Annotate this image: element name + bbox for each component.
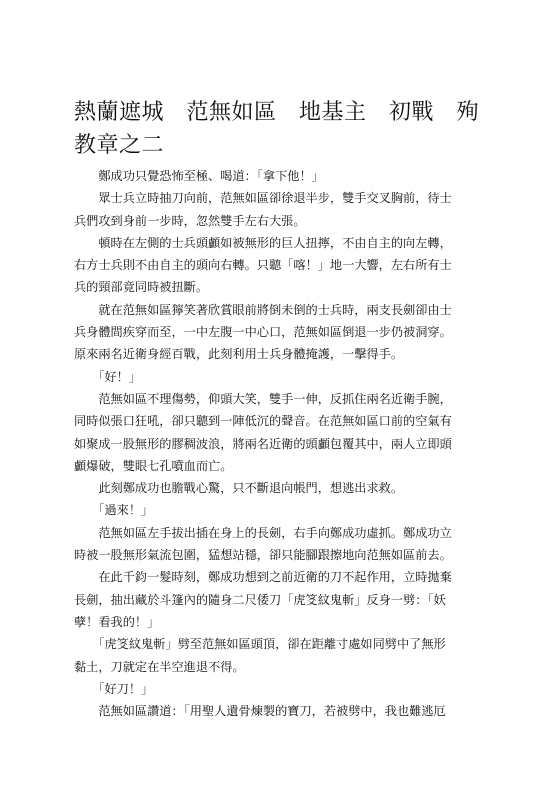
text-line: 「過來！」	[74, 503, 154, 518]
text-line: 頓時在左側的士兵頭顱如被無形的巨人扭擰，不由自主的向左轉，	[74, 235, 452, 250]
text-line: 黏土，刀就定在半空進退不得。	[74, 659, 245, 674]
text-line: 原來兩名近衛身經百戰，此刻利用士兵身體掩護，一擊得手。	[74, 347, 404, 362]
text-line: 右方士兵則不由自主的頭向右轉。只聽「喀！」地一大響，左右所有士	[74, 258, 452, 273]
text-line: 顱爆破，雙眼七孔噴血而亡。	[74, 458, 233, 473]
text-line: 孽！看我的！」	[74, 614, 160, 629]
text-line: 「好！」	[74, 369, 142, 384]
text-line: 范無如區左手拔出插在身上的長劍，右手向鄭成功虛抓。鄭成功立	[74, 525, 452, 540]
text-line: 范無如區不理傷勢，仰頭大笑，雙手一伸，反抓住兩名近衛手腕，	[74, 391, 452, 406]
text-line: 「好刀！」	[74, 681, 154, 696]
text-line: 兵身體間疾穿而至，一中左腹一中心口，范無如區倒退一步仍被洞穿。	[74, 325, 452, 340]
chapter-title: 熱蘭遮城 范無如區 地基主 初戰 殉教章之二	[74, 100, 480, 158]
text-line: 就在范無如區獰笑著欣賞眼前將倒未倒的士兵時，兩支長劍卻由士	[74, 302, 452, 317]
text-line: 「虎笅紋鬼斬」劈至范無如區頭頂，卻在距離寸處如同劈中了無形	[74, 637, 446, 652]
body-text	[74, 165, 490, 722]
text-line: 在此千鈞一髮時刻，鄭成功想到之前近衛的刀不起作用，立時拋棄	[74, 570, 452, 585]
text-line: 此刻鄭成功也膽戰心驚，只不斷退向帳門，想逃出求救。	[74, 481, 404, 496]
text-line: 長劍，抽出藏於斗篷內的隨身二尺倭刀「虎笅紋鬼斬」反身一劈：「妖	[74, 592, 446, 607]
text-line: 眾士兵立時抽刀向前，范無如區卻徐退半步，雙手交叉胸前，待士	[74, 191, 452, 206]
text-line: 時被一股無形氣流包圍，猛想站穩，卻只能腳跟擦地向范無如區前去。	[74, 548, 452, 563]
text-line: 鄭成功只覺恐怖至極、喝道：「拿下他！」	[74, 169, 324, 183]
text-line: 范無如區讚道：「用聖人遺骨煉製的寶刀，若被劈中，我也難逃厄	[74, 704, 446, 719]
text-line: 如聚成一股無形的膠稠波浪，將兩名近衛的頭顱包覆其中，兩人立即頭	[74, 436, 452, 451]
text-line: 兵們攻到身前一步時，忽然雙手左右大張。	[74, 213, 306, 228]
text-line: 兵的頸部竟同時被扭斷。	[74, 280, 209, 295]
text-line: 同時似張口狂吼，卻只聽到一陣低沉的聲音。在范無如區口前的空氣有	[74, 414, 452, 429]
